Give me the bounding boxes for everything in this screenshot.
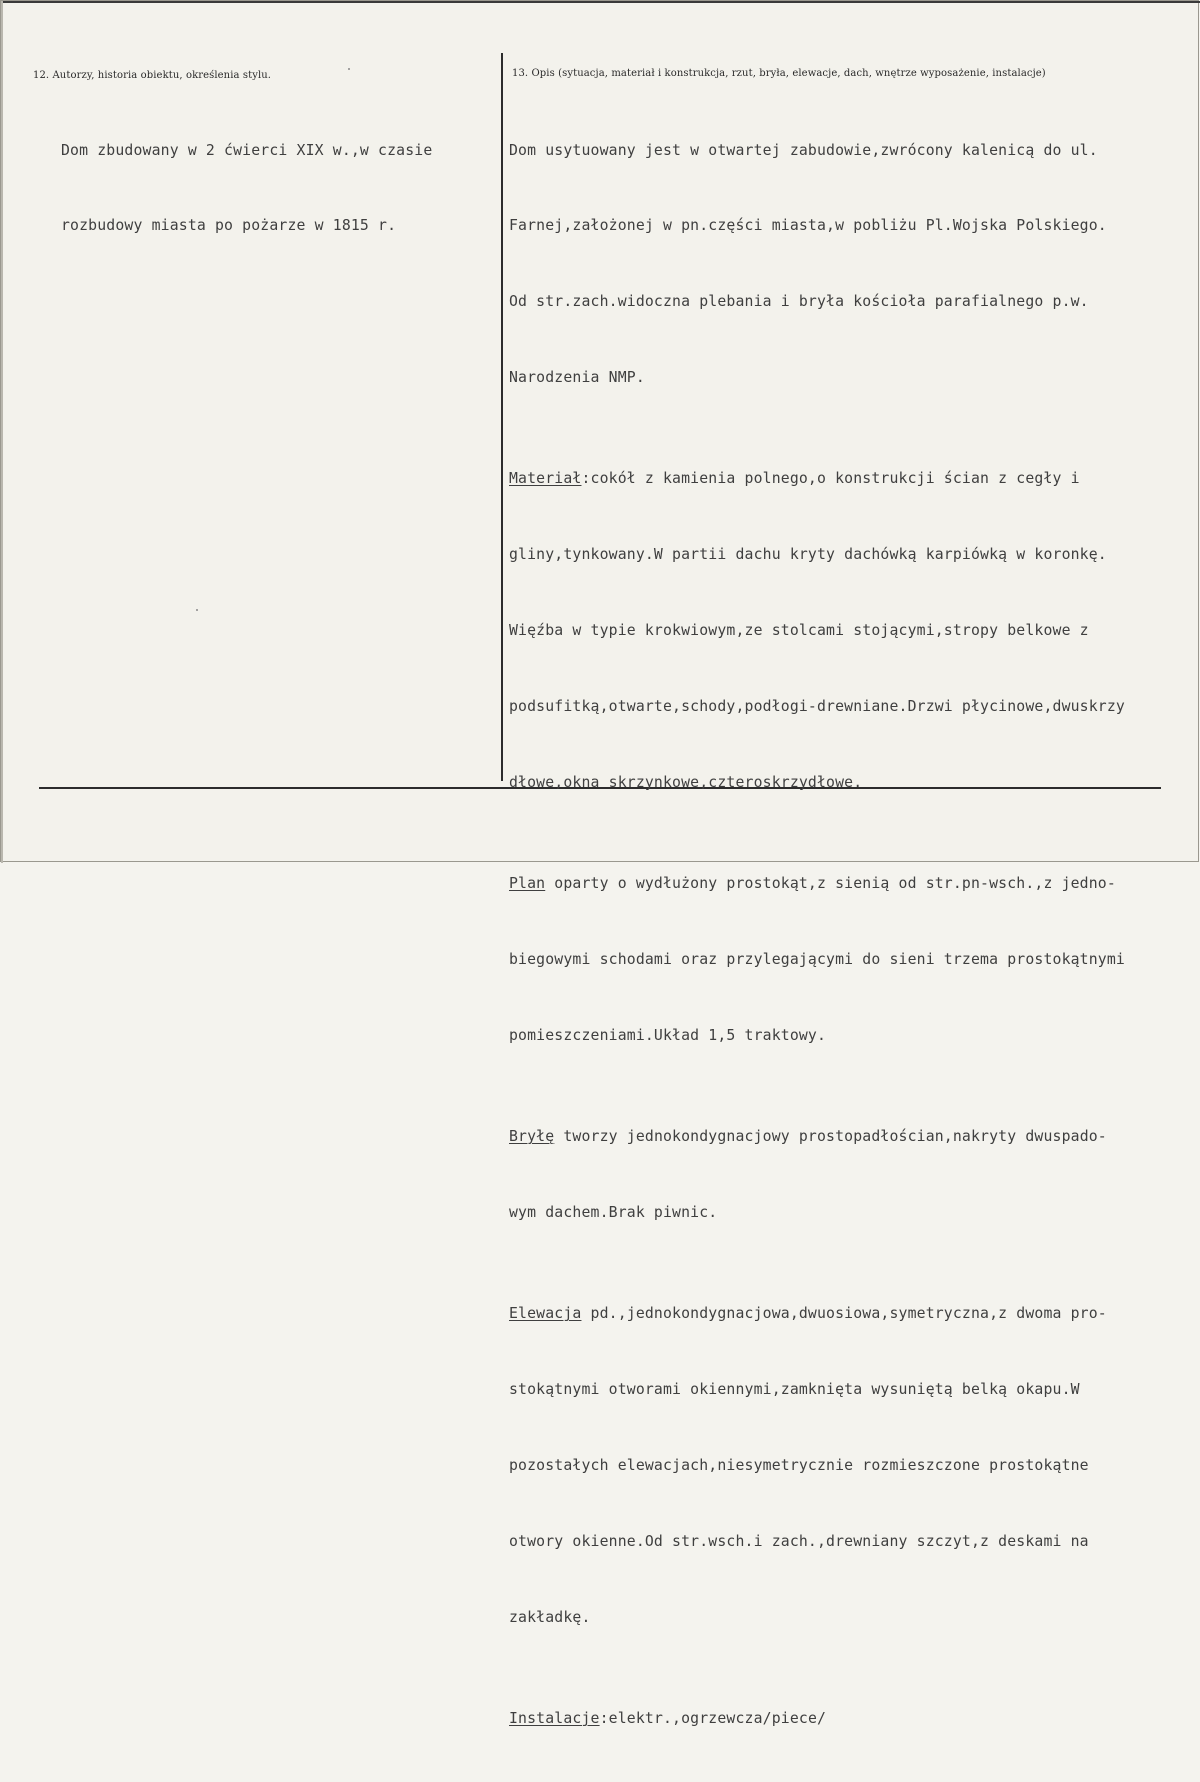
text-line [509, 1124, 1199, 1149]
elewacja-heading: Elewacja [509, 1305, 582, 1323]
text-line: podsufitką,otwarte,schody,podłogi-drewniane.Drzwi płycinowe,dwuskrzy [509, 698, 1125, 716]
paper-speck [196, 609, 198, 611]
text-line: otwory okienne.Od str.wsch.i zach.,drewniany szczyt,z deskami na [509, 1532, 1089, 1550]
text-line: Dom zbudowany w 2 ćwierci XIX w.,w czasie [61, 141, 433, 159]
field-12-text [61, 87, 432, 289]
text-line: pozostałych elewacjach,niesymetrycznie rozmieszczone prostokątne [509, 1457, 1089, 1475]
text-line: Narodzenia NMP. [509, 369, 645, 387]
plan-heading: Plan [509, 875, 546, 893]
plan-text: oparty o wydłużony prostokąt,z sienią od str.pn-wsch.,z jedno- [545, 875, 1116, 893]
bryla-heading: Bryłę [509, 1128, 555, 1146]
text-line: rozbudowy miasta po pożarze w 1815 r. [61, 217, 397, 235]
text-line: zakładkę. [509, 1608, 591, 1626]
top-edge [1, 1, 1200, 3]
material-text: :cokół z kamienia polnego,o konstrukcji ścian z cegły i [581, 470, 1080, 488]
field-13-text [509, 87, 1199, 1782]
paper-speck [348, 68, 350, 70]
left-edge [1, 1, 3, 863]
instalacje-text: :elektr.,ogrzewcza/piece/ [599, 1710, 827, 1727]
instalacje-heading: Instalacje [509, 1710, 600, 1727]
field-13-heading: 13. Opis (sytuacja, materiał i konstrukcja, rzut, bryła, elewacje, dach, wnętrze wyposażenie, instalacje) [512, 68, 1046, 79]
column-divider [501, 53, 503, 781]
text-line: gliny,tynkowany.W partii dachu kryty dachówką karpiówką w koronkę. [509, 546, 1107, 564]
text-line: stokątnymi otworami okiennymi,zamknięta wysuniętą belką okapu.W [509, 1381, 1080, 1399]
text-line: Więźba w typie krokwiowym,ze stolcami stojącymi,stropy belkowe z [509, 622, 1089, 640]
text-line: Dom usytuowany jest w otwartej zabudowie,zwrócony kalenicą do ul. [509, 141, 1098, 159]
text-line: dłowe,okna skrzynkowe,czteroskrzydłowe. [509, 774, 863, 792]
text-line [509, 1301, 1199, 1326]
text-line: wym dachem.Brak piwnic. [509, 1204, 718, 1222]
text-line: Farnej,założonej w pn.części miasta,w pobliżu Pl.Wojska Polskiego. [509, 217, 1107, 235]
text-line [509, 466, 1199, 491]
bryla-text: tworzy jednokondygnacjowy prostopadłościan,nakryty dwuspado- [554, 1128, 1107, 1146]
text-line [509, 1706, 1199, 1731]
material-heading: Materiał [509, 470, 582, 488]
text-line: biegowymi schodami oraz przylegającymi do sieni trzema prostokątnymi [509, 951, 1125, 969]
field-12-heading: 12. Autorzy, historia obiektu, określenia stylu. [33, 70, 272, 81]
text-line [509, 871, 1199, 896]
text-line: Od str.zach.widoczna plebania i bryła kościoła parafialnego p.w. [509, 293, 1089, 311]
elewacja-text: pd.,jednokondygnacjowa,dwuosiowa,symetryczna,z dwoma pro- [581, 1305, 1107, 1323]
text-line: pomieszczeniami.Układ 1,5 traktowy. [509, 1026, 827, 1044]
